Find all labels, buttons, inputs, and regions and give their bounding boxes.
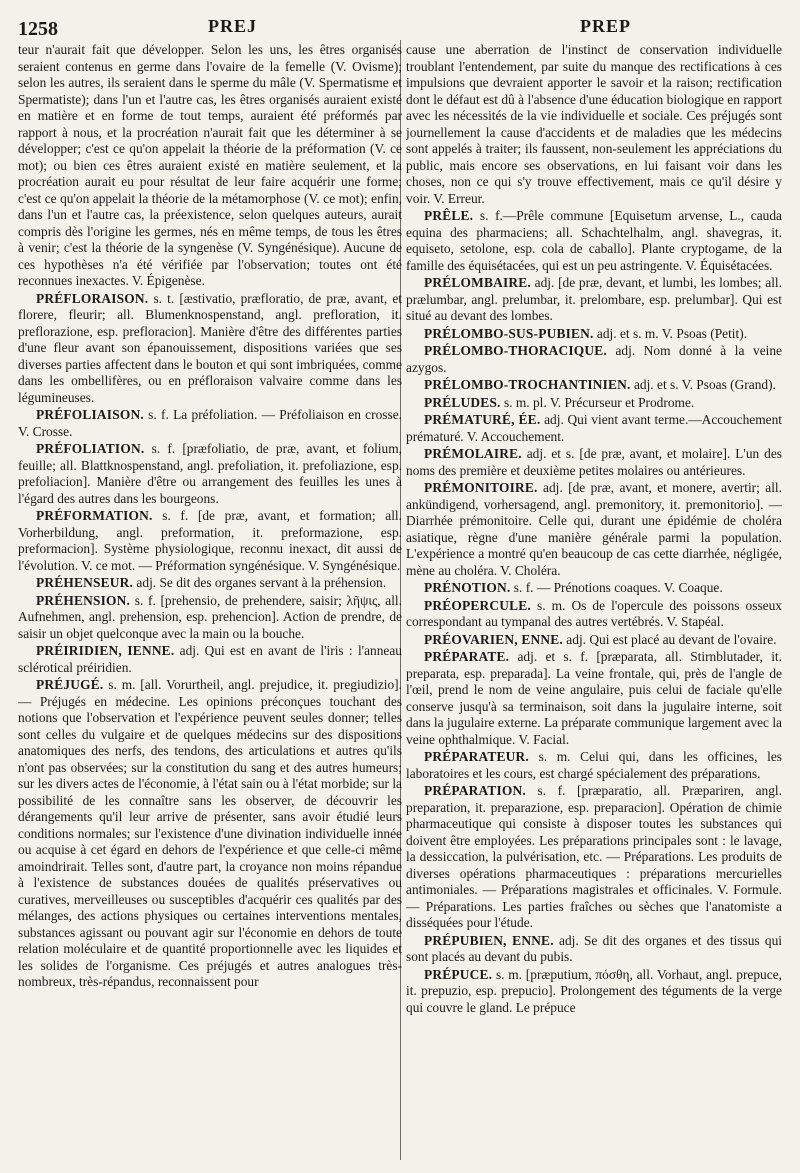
dictionary-entry [406,377,782,394]
dictionary-entry [406,749,782,782]
dictionary-entry [406,580,782,597]
entry-headword: PRÉPUBIEN, ENNE. [424,932,554,948]
dictionary-entry [18,593,402,643]
entry-headword: PRÉOPERCULE. [424,597,531,613]
entry-headword: PRÉPARATION. [424,783,526,798]
entry-text: adj. Se dit des organes et des tissus qui sont placés au devant du pubis. [406,932,782,964]
dictionary-entry [406,598,782,631]
entry-text: s. f. [præfoliatio, de præ, avant, et folium, feuille; all. Blattknospenstand, angl. prefoliation, it. prefoliazione, esp. prefoliacion]. Manière d'être ou arrangement des feuilles les unes à l'égard des autres dans les bourgeons. [18,441,402,506]
entry-text: adj. et s. V. Psoas (Grand). [630,377,776,392]
entry-headword: PRÉJUGÉ. [36,677,104,692]
entry-headword: PRÉNOTION. [424,580,511,595]
entry-text: adj. Nom donné à la veine azygos. [406,343,782,375]
dictionary-entry [406,783,782,932]
dictionary-entry [406,343,782,376]
entry-headword: PRÊLE. [424,208,474,223]
entry-text: adj. et s. f. [præparata, all. Stirnblutader, it. preparata, esp. preparada]. La veine frontale, qui, près de l'angle de l'œil, prend le nom de veine angulaire, puis celui de faciale qu'elle conserve jusqu'à sa terminaison, soit dans la jugulaire interne, soit dans la jugulaire externe. La préparate communique largement avec la veine ophthalmique. V. Facial. [406,649,782,747]
entry-headword: PRÉHENSEUR. [36,575,134,590]
entry-text: s. m. Celui qui, dans les officines, les laboratoires et les cours, est chargé spécialement des préparations. [406,749,782,781]
dictionary-entry [406,395,782,412]
entry-headword: PRÉPARATE. [424,649,510,664]
entry-headword: PRÉMOLAIRE. [424,446,522,461]
continued-text [406,42,782,207]
entry-text: adj. et s. m. V. Psoas (Petit). [593,325,748,341]
dictionary-entry [406,275,782,325]
right-column [406,42,782,1164]
entry-text: s. f. [prehensio, de prehendere, saisir; λῆψις, all. Aufnehmen, angl. prehension, esp. prehencion]. Action de prendre, de saisir un objet quelconque avec la main ou la bouche. [18,592,402,641]
entry-text: adj. Qui vient avant terme.—Accouchement prématuré. V. Accouchement. [406,412,782,444]
entry-headword: PRÉFOLIAISON. [36,407,144,422]
entry-headword: PRÉMONITOIRE. [424,480,538,495]
entry-headword: PRÉLOMBO-SUS-PUBIEN. [424,325,594,341]
entry-headword: PRÉLOMBO-TROCHANTINIEN. [424,377,631,392]
dictionary-entry [406,412,782,445]
entry-headword: PRÉFLORAISON. [36,290,149,306]
entry-text: s. f.—Prêle commune [Equisetum arvense, L., cauda equina des pharmaciens; all. Schachtelhalm, angl. shavegras, it. equiseto, setolone, esp. cola de caballo]. Plante cryptogame, de la famille des équisétacées, qui est un peu astringente. V. Équisétacées. [406,208,782,273]
entry-text: s. m. Os de l'opercule des poissons osseux correspondant au tympanal des autres vertébrés. V. Stapéal. [406,597,782,629]
dictionary-entry [18,677,402,991]
entry-text: s. f. — Prénotions coaques. V. Coaque. [510,580,723,595]
entry-text: teur n'aurait fait que développer. Selon les uns, les êtres organisés seraient contenus en germe dans l'ovaire de la femelle (V. Ovisme); selon les autres, ils seraient dans le sperme du mâle (V. Spermatisme et Spermatiste); dans l'un et l'autre cas, les êtres organisés auraient existé en matière et en forme de tout temps, auraient été préformés par rapport à nous, et la procréation n'aurait fait que les déterminer à se développer; c'est ce qu'on appelait la théorie de la préformation (V. ce mot); ou bien ces êtres auraient existé en matière seulement, et la procréation aurait eu pour résultat de leur faire acquérir une forme; c'est ce qu'on appelait la théorie de la métamorphose (V. ce mot); enfin, dans l'un et l'autre cas, la préexistence, selon quelques auteurs, aurait compris dès l'origine les germes, nés en même temps, de tous les êtres à venir; c'est la théorie de la syngenèse (V. Syngénésique). Aucune de ces hypothèses n'a été vérifiée par l'observation; toutes ont été reconnues inexactes. V. Épigenèse. [18,42,402,288]
dictionary-entry [406,208,782,274]
entry-text: s. f. [præparatio, all. Præpariren, angl. preparation, it. preparazione, esp. preparacion]. Opération de chimie pharmaceutique qui consiste à disposer toutes les substances qui doivent être employées. Les préparations principales sont : le lavage, la dessiccation, la pulvérisation, etc. — Préparations. Les produits de diverses opérations pharmaceutiques : préparations mercurielles antimoniales. — Préparations magistrales et officinales. V. Formule. — Préparations. Les parties fraîches ou sèches que l'anatomiste a disséquées pour l'étude. [406,783,782,930]
entry-text: adj. Qui est placé au devant de l'ovaire. [562,631,777,647]
entry-text: adj. Se dit des organes servant à la préhension. [133,575,387,590]
entry-headword: PRÉIRIDIEN, IENNE. [36,643,175,658]
dictionary-entry [18,407,402,440]
dictionary-entry [18,575,402,592]
entry-text: s. m. pl. V. Précurseur et Prodrome. [500,394,695,410]
entry-headword: PRÉFOLIATION. [36,441,145,456]
entry-headword: PRÉOVARIEN, ENNE. [424,631,563,647]
dictionary-entry [406,326,782,343]
entry-text: s. t. [æstivatio, præfloratio, de præ, avant, et florere, fleurir; all. Blumenknospenstand, angl. prefloration, it. preflorazione, esp. prefloracion]. Manière d'être des différentes parties d'une fleur avant son épanouissement, dispositions variées que ses diverses parties affectent dans le bouton et qui sont imbriquées, comme dans les ombellifères, ou en préfloraison valvaire comme dans les légumineuses. [18,290,402,405]
entry-headword: PRÉLOMBAIRE. [424,275,531,290]
entry-headword: PRÉHENSION. [36,592,131,608]
dictionary-entry [18,291,402,407]
entry-headword: PRÉMATURÉ, ÉE. [424,412,541,427]
right-running-head: PREP [580,16,631,36]
page-number: 1258 [18,18,58,40]
entry-text: s. f. La préfoliation. — Préfoliaison en crosse. V. Crosse. [18,407,402,439]
left-column [18,42,402,1164]
dictionary-entry [18,441,402,507]
dictionary-entry [406,480,782,579]
dictionary-entry [406,967,782,1017]
entry-text: cause une aberration de l'instinct de conservation individuelle troublant l'entendement, par suite du manque des rectifications à ces impulsions que devraient apporter le savoir et la raison; rectification dont le défaut est dû à l'absence d'une éducation biologique en rapport avec les nécessités de la vie individuelle et sociale. Ces préjugés sont journellement la cause d'accidents et de maladies que les médecins sont appelés à traiter; ils faussent, non-seulement les appréciations du public, mais encore ses observations, en lui faisant voir dans les choses, non ce qui s'y trouve effectivement, mais ce qu'il désire y voir. V. Erreur. [406,42,782,206]
entry-text: s. m. [all. Vorurtheil, angl. prejudice, it. pregiudizio]. — Préjugés en médecine. Les opinions préconçues touchant des notions que l'observation et l'expérience peuvent seules donner; telles sont celles du vulgaire et de quelques médecins sur des dispositions anatomiques des nerfs, des tendons, des articulations et autres qu'ils n'ont pas observées; sur la constitution du sang et des autres humeurs; sur les divers actes de l'économie, à l'état sain ou à l'état morbide; sur la possibilité de les connaître sans les observer, de découvrir les dérangements qu'il leur arrive de présenter, sans avoir étudié leurs conditions normales; sur l'existence d'une divination individuelle innée ou acquise à cet égard en dehors de l'expérience et que celle-ci même amoindrirait. Telles sont, d'autre part, la croyance non moins répandue à l'existence de substances douées de qualités préservatives ou curatives, merveilleuses ou susceptibles d'acquérir ces qualités par des mélanges, des actions physiques ou certaines interventions mentales, substances agissant ou pouvant agir sur l'économie en dehors de toute relation moléculaire et de quantité proportionnelle avec les liquides et les solides de l'organisme. Ces préjugés et autres analogues très-nombreux, très-répandus, reconnaissent pour [18,677,402,989]
entry-text: s. f. [de præ, avant, et formation; all. Vorherbildung, angl. preformation, it. preformazione, esp. preformacion]. Système physiologique, reconnu inexact, dit aussi de l'évolution. V. ce mot. — Préformation syngénésique. V. Syngénésique. [18,508,402,573]
dictionary-entry [406,933,782,966]
dictionary-entry [18,643,402,676]
entry-headword: PRÉLUDES. [424,394,501,410]
entry-headword: PRÉLOMBO-THORACIQUE. [424,343,607,358]
entry-headword: PRÉPUCE. [424,966,493,982]
dictionary-entry [406,446,782,479]
entry-text: adj. [de præ, devant, et lumbi, les lombes; all. prælumbar, angl. prelumbar, it. prelombare, esp. prelumbar]. Qui est situé au devant des lombes. [406,275,782,323]
entry-text: adj. [de præ, avant, et monere, avertir; all. ankündigend, vorhersagend, angl. premonitory, it. premonitorio]. — Diarrhée prémonitoire. Celle qui, durant une épidémie de choléra asiatique, règne d'une manière générale parmi la population. L'expérience a montré qu'en beaucoup de cas cette diarrhée, négligée, mène au choléra. V. Choléra. [406,480,782,578]
entry-text: adj. et s. [de præ, avant, et molaire]. L'un des noms des première et deuxième petites molaires ou antérieures. [406,446,782,478]
entry-text: s. m. [præputium, πόσθη, all. Vorhaut, angl. prepuce, it. prepuzio, esp. prepucio]. Prolongement des téguments de la verge qui couvre le gland. Le prépuce [406,966,782,1015]
dictionary-entry [406,632,782,649]
dictionary-entry [406,649,782,748]
left-running-head: PREJ [208,16,257,36]
dictionary-entry [18,508,402,574]
entry-text: adj. Qui est en avant de l'iris : l'anneau sclérotical préiridien. [18,643,402,675]
continued-text [18,42,402,290]
entry-headword: PRÉFORMATION. [36,508,153,523]
entry-headword: PRÉPARATEUR. [424,749,529,764]
